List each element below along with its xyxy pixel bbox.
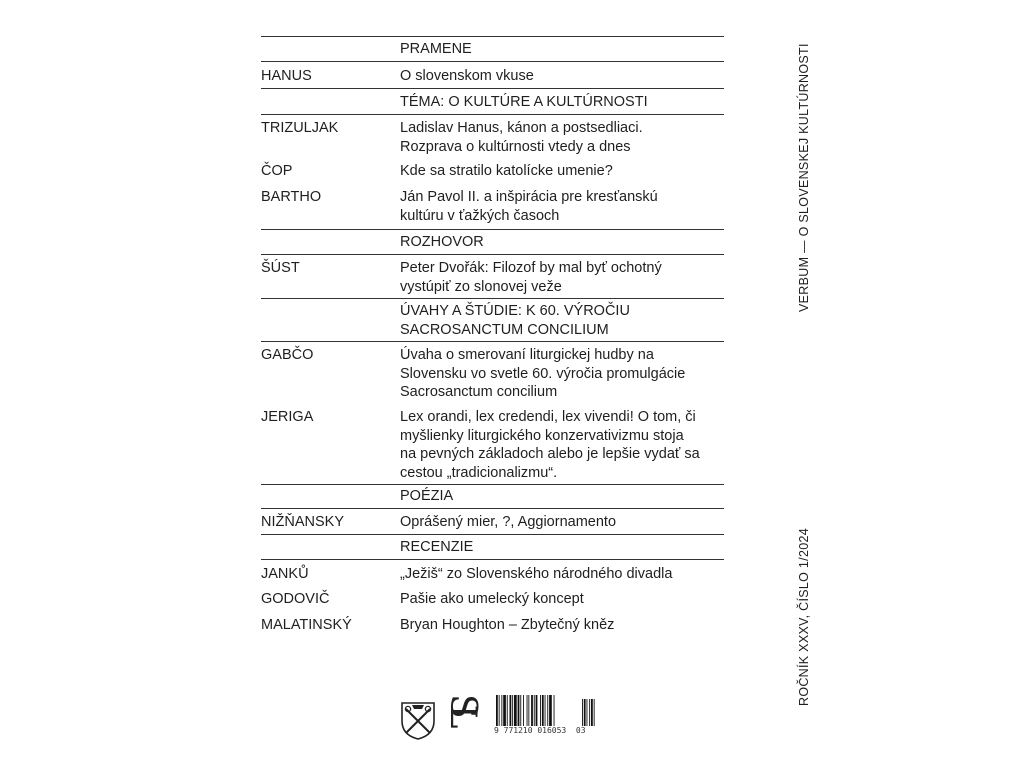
divider xyxy=(261,341,724,342)
divider xyxy=(261,298,724,299)
entry-title: Ladislav Hanus, kánon a postsedliaci. Rozprava o kultúrnosti vtedy a dnes xyxy=(400,120,643,155)
barcode-bar xyxy=(554,695,555,727)
section-label: ÚVAHY A ŠTÚDIE: K 60. VÝROČIU SACROSANCTUM CONCILIUM xyxy=(400,303,630,338)
entry-author: BARTHO xyxy=(261,189,322,205)
barcode-bar xyxy=(587,699,588,727)
barcode-bar xyxy=(534,695,535,727)
barcode-bar xyxy=(510,695,512,727)
entry-author: JANKŮ xyxy=(261,566,309,582)
barcode-bar xyxy=(503,695,506,727)
entry-author: NIŽŇANSKY xyxy=(261,514,344,530)
entry-title: Ján Pavol II. a inšpirácia pre kresťanskú kultúru v ťažkých časoch xyxy=(400,189,658,224)
barcode-bar xyxy=(499,695,500,727)
barcode-bar xyxy=(507,695,508,727)
entry-author: HANUS xyxy=(261,68,312,84)
section-label: PRAMENE xyxy=(400,41,472,57)
barcode-bar xyxy=(527,695,528,727)
divider xyxy=(261,508,724,509)
entry-author: ŠÚST xyxy=(261,260,300,276)
barcode-bar xyxy=(520,695,521,727)
barcode-bar xyxy=(518,695,520,727)
entry-author: TRIZULJAK xyxy=(261,120,339,136)
barcode-bar xyxy=(528,695,529,727)
barcode-bar xyxy=(540,695,541,727)
entry-author: ČOP xyxy=(261,163,293,179)
crest-logo xyxy=(400,701,436,741)
entry-title: O slovenskom vkuse xyxy=(400,68,534,84)
entry-author: GABČO xyxy=(261,347,314,363)
section-label: ROZHOVOR xyxy=(400,234,484,250)
section-label: POÉZIA xyxy=(400,488,454,504)
entry-title: Peter Dvořák: Filozof by mal byť ochotný vystúpiť zo slonovej veže xyxy=(400,260,662,295)
divider xyxy=(261,484,724,485)
divider xyxy=(261,36,724,37)
entry-title: Lex orandi, lex credendi, lex vivendi! O tom, či myšlienky liturgického konzervativizmu stoja na pevných základoch alebo je lepšie vydať sa cestou „tradicionalizmu“. xyxy=(400,409,700,481)
barcode-bar xyxy=(589,699,590,727)
barcode-bar xyxy=(547,695,548,727)
barcode-bar xyxy=(496,695,498,727)
section-label: RECENZIE xyxy=(400,539,474,555)
barcode-bar xyxy=(501,695,502,727)
divider xyxy=(261,254,724,255)
entry-author: JERIGA xyxy=(261,409,314,425)
entry-author: GODOVIČ xyxy=(261,591,330,607)
divider xyxy=(261,229,724,230)
entry-title: Bryan Houghton – Zbytečný kněz xyxy=(400,617,615,633)
monogram-logo: SL xyxy=(442,694,483,715)
section-label: TÉMA: O KULTÚRE A KULTÚRNOSTI xyxy=(400,94,648,110)
divider xyxy=(261,61,724,62)
barcode-bar xyxy=(584,699,586,727)
barcode-bar xyxy=(512,695,513,727)
barcode-bar xyxy=(582,699,583,727)
entry-author: MALATINSKÝ xyxy=(261,617,352,633)
entry-title: Úvaha o smerovaní liturgickej hudby na Slovensku vo svetle 60. výročia promulgácie Sacrosanctum concilium xyxy=(400,347,686,400)
barcode-bar xyxy=(531,695,533,727)
barcode-bar xyxy=(594,699,595,727)
divider xyxy=(261,559,724,560)
barcode-bar xyxy=(545,695,546,727)
divider xyxy=(261,88,724,89)
barcode-bar xyxy=(514,695,517,727)
barcode-bar xyxy=(536,695,538,727)
barcode-bar xyxy=(591,699,593,727)
divider xyxy=(261,534,724,535)
entry-title: Pašie ako umelecký koncept xyxy=(400,591,584,607)
barcode-bar xyxy=(523,695,524,727)
barcode-bar xyxy=(549,695,552,727)
divider xyxy=(261,114,724,115)
barcode-number: 9 771210 016053 03 xyxy=(494,726,604,735)
entry-title: „Ježiš“ zo Slovenského národného divadla xyxy=(400,566,673,582)
entry-title: Kde sa stratilo katolícke umenie? xyxy=(400,163,613,179)
entry-title: Oprášený mier, ?, Aggiornamento xyxy=(400,514,617,530)
barcode-bar xyxy=(542,695,544,727)
